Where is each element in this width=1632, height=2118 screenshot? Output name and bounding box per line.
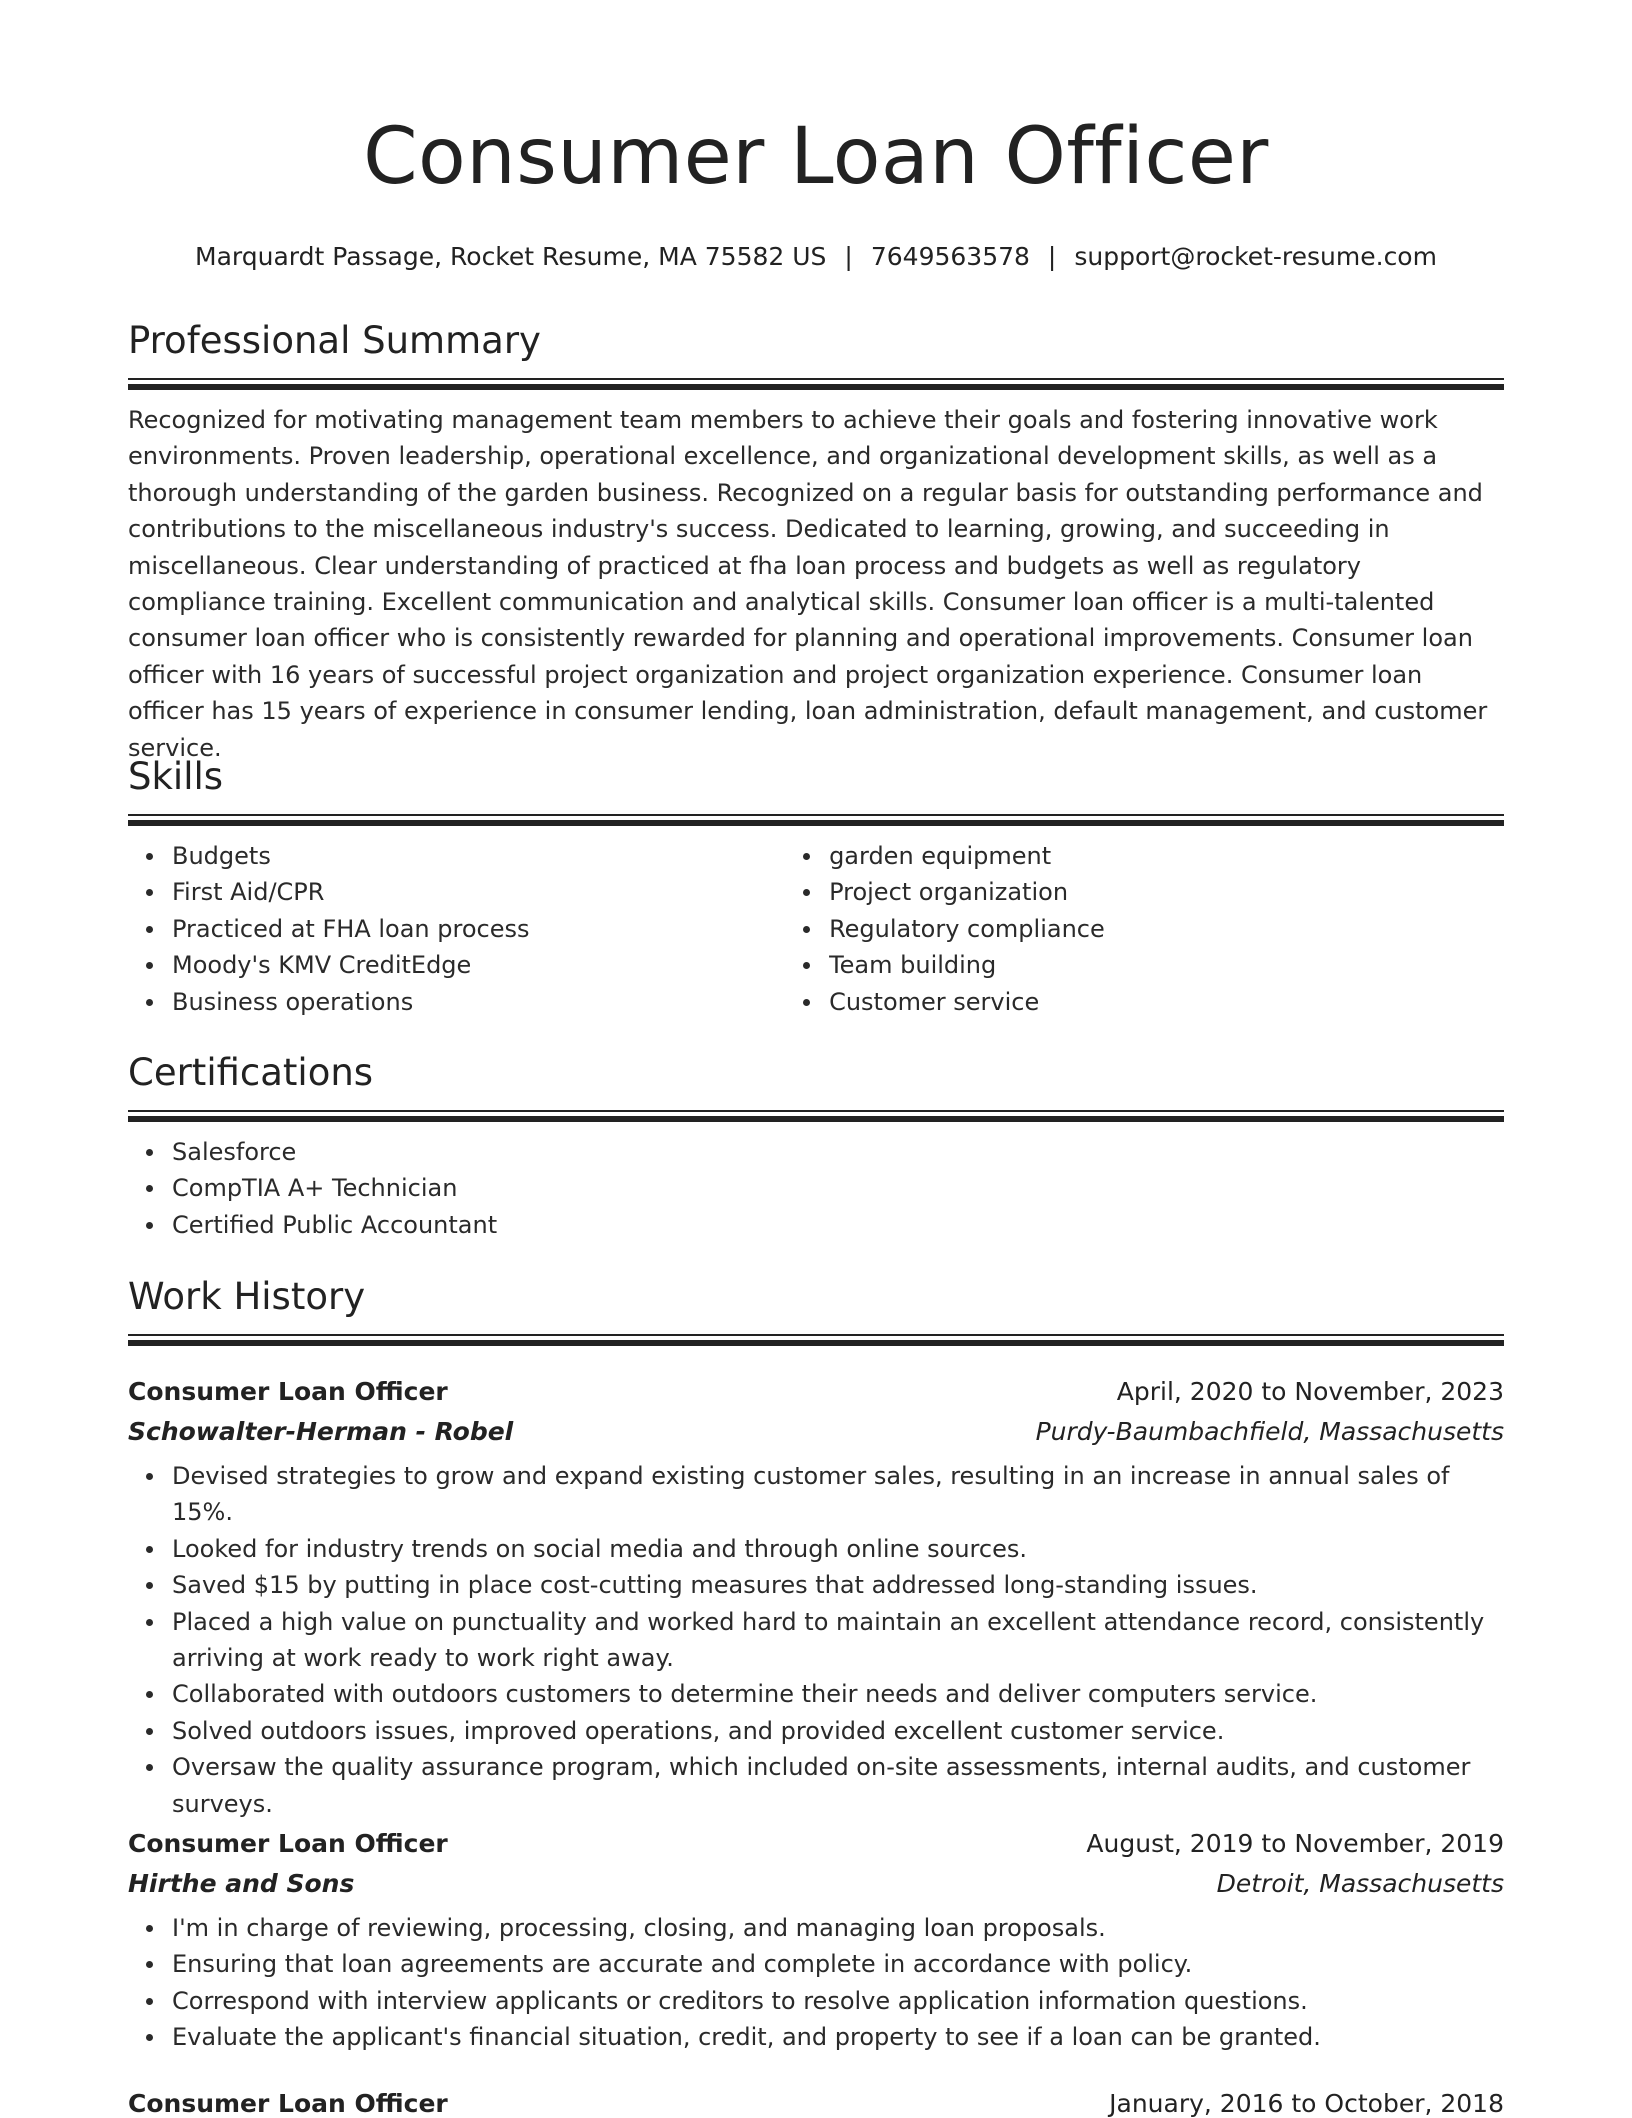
job-title: Consumer Loan Officer xyxy=(128,2089,448,2118)
job-title: Consumer Loan Officer xyxy=(128,1829,448,1858)
certification-item: Salesforce xyxy=(172,1134,1504,1170)
job-bullet: Saved $15 by putting in place cost-cutting measures that addressed long-standing issues. xyxy=(172,1567,1504,1603)
skill-item: Business operations xyxy=(172,984,785,1020)
contact-line xyxy=(128,240,1504,274)
skills-section xyxy=(128,754,1504,1020)
job-bullet: Oversaw the quality assurance program, which included on-site assessments, internal audits, and customer surveys. xyxy=(172,1749,1504,1822)
job-bullet: Devised strategies to grow and expand existing customer sales, resulting in an increase in annual sales of 15%. xyxy=(172,1458,1504,1531)
skills-heading: Skills xyxy=(128,755,224,798)
summary-heading: Professional Summary xyxy=(128,319,541,362)
work-history-section xyxy=(128,1274,1504,1346)
summary-text: Recognized for motivating management team members to achieve their goals and fostering innovative work environments. Proven leadership, operational excellence, and organizational development skills, as well as a thorough understanding of the garden business. Recognized on a regular basis for outstanding performance and contributions to the miscellaneous industry's success. Dedicated to learning, growing, and succeeding in miscellaneous. Clear understanding of practiced at fha loan process and budgets as well as regulatory compliance training. Excellent communication and analytical skills. Consumer loan officer is a multi-talented consumer loan officer who is consistently rewarded for planning and operational improvements. Consumer loan officer with 16 years of successful project organization and project organization experience. Consumer loan officer has 15 years of experience in consumer lending, loan administration, default management, and customer service. xyxy=(128,406,1488,762)
skills-columns xyxy=(128,838,1504,1020)
job-bullet: I'm in charge of reviewing, processing, closing, and managing loan proposals. xyxy=(172,1910,1504,1946)
certification-item: CompTIA A+ Technician xyxy=(172,1170,1504,1206)
job-bullets xyxy=(128,1910,1504,2056)
skill-item: Budgets xyxy=(172,838,785,874)
contact-address: Marquardt Passage, Rocket Resume, MA 75582 US xyxy=(195,242,827,271)
section-rule xyxy=(128,814,1504,826)
skill-item: Practiced at FHA loan process xyxy=(172,911,785,947)
contact-email: support@rocket-resume.com xyxy=(1074,242,1437,271)
job-location: Detroit, Massachusetts xyxy=(1216,1869,1504,1898)
skill-item: Customer service xyxy=(829,984,1504,1020)
job-dates: August, 2019 to November, 2019 xyxy=(1086,1829,1504,1858)
job-company: Schowalter-Herman - Robel xyxy=(128,1417,514,1446)
skill-item: Regulatory compliance xyxy=(829,911,1504,947)
job-title: Consumer Loan Officer xyxy=(128,1377,448,1406)
skill-item: First Aid/CPR xyxy=(172,874,785,910)
job-dates: January, 2016 to October, 2018 xyxy=(1109,2089,1504,2118)
job-location: Purdy-Baumbachfield, Massachusetts xyxy=(1035,1417,1504,1446)
certifications-section xyxy=(128,1050,1504,1243)
contact-separator: | xyxy=(1047,242,1057,271)
contact-separator: | xyxy=(844,242,853,271)
job-bullet: Collaborated with outdoors customers to determine their needs and deliver computers service. xyxy=(172,1676,1504,1712)
job-header-row xyxy=(128,1366,1504,1406)
job-dates: April, 2020 to November, 2023 xyxy=(1116,1377,1504,1406)
job-bullet: Looked for industry trends on social media and through online sources. xyxy=(172,1531,1504,1567)
job-header-row xyxy=(128,2078,1504,2118)
skills-list-left xyxy=(128,838,785,1020)
job-entry xyxy=(128,1818,1504,2056)
certifications-list xyxy=(128,1134,1504,1243)
job-bullets xyxy=(128,1458,1504,1822)
job-company: Hirthe and Sons xyxy=(128,1869,355,1898)
summary-section xyxy=(128,318,1504,766)
job-bullet: Solved outdoors issues, improved operations, and provided excellent customer service. xyxy=(172,1713,1504,1749)
job-bullet: Evaluate the applicant's financial situation, credit, and property to see if a loan can be granted. xyxy=(172,2019,1504,2055)
work-history-heading: Work History xyxy=(128,1275,366,1318)
certification-item: Certified Public Accountant xyxy=(172,1207,1504,1243)
job-company-row xyxy=(128,1406,1504,1446)
job-header-row xyxy=(128,1818,1504,1858)
job-bullet: Ensuring that loan agreements are accurate and complete in accordance with policy. xyxy=(172,1946,1504,1982)
section-rule xyxy=(128,378,1504,390)
skill-item: Project organization xyxy=(829,874,1504,910)
job-entry xyxy=(128,1366,1504,1822)
skill-item: garden equipment xyxy=(829,838,1504,874)
resume-title: Consumer Loan Officer xyxy=(363,112,1269,202)
section-rule xyxy=(128,1334,1504,1346)
contact-phone: 7649563578 xyxy=(870,242,1030,271)
skills-list-right xyxy=(785,838,1504,1020)
section-rule xyxy=(128,1110,1504,1122)
job-bullet: Correspond with interview applicants or creditors to resolve application information questions. xyxy=(172,1983,1504,2019)
skill-item: Team building xyxy=(829,947,1504,983)
job-entry xyxy=(128,2078,1504,2118)
job-bullet: Placed a high value on punctuality and worked hard to maintain an excellent attendance record, consistently arriving at work ready to work right away. xyxy=(172,1604,1504,1677)
skill-item: Moody's KMV CreditEdge xyxy=(172,947,785,983)
job-company-row xyxy=(128,1858,1504,1898)
certifications-heading: Certifications xyxy=(128,1051,374,1094)
